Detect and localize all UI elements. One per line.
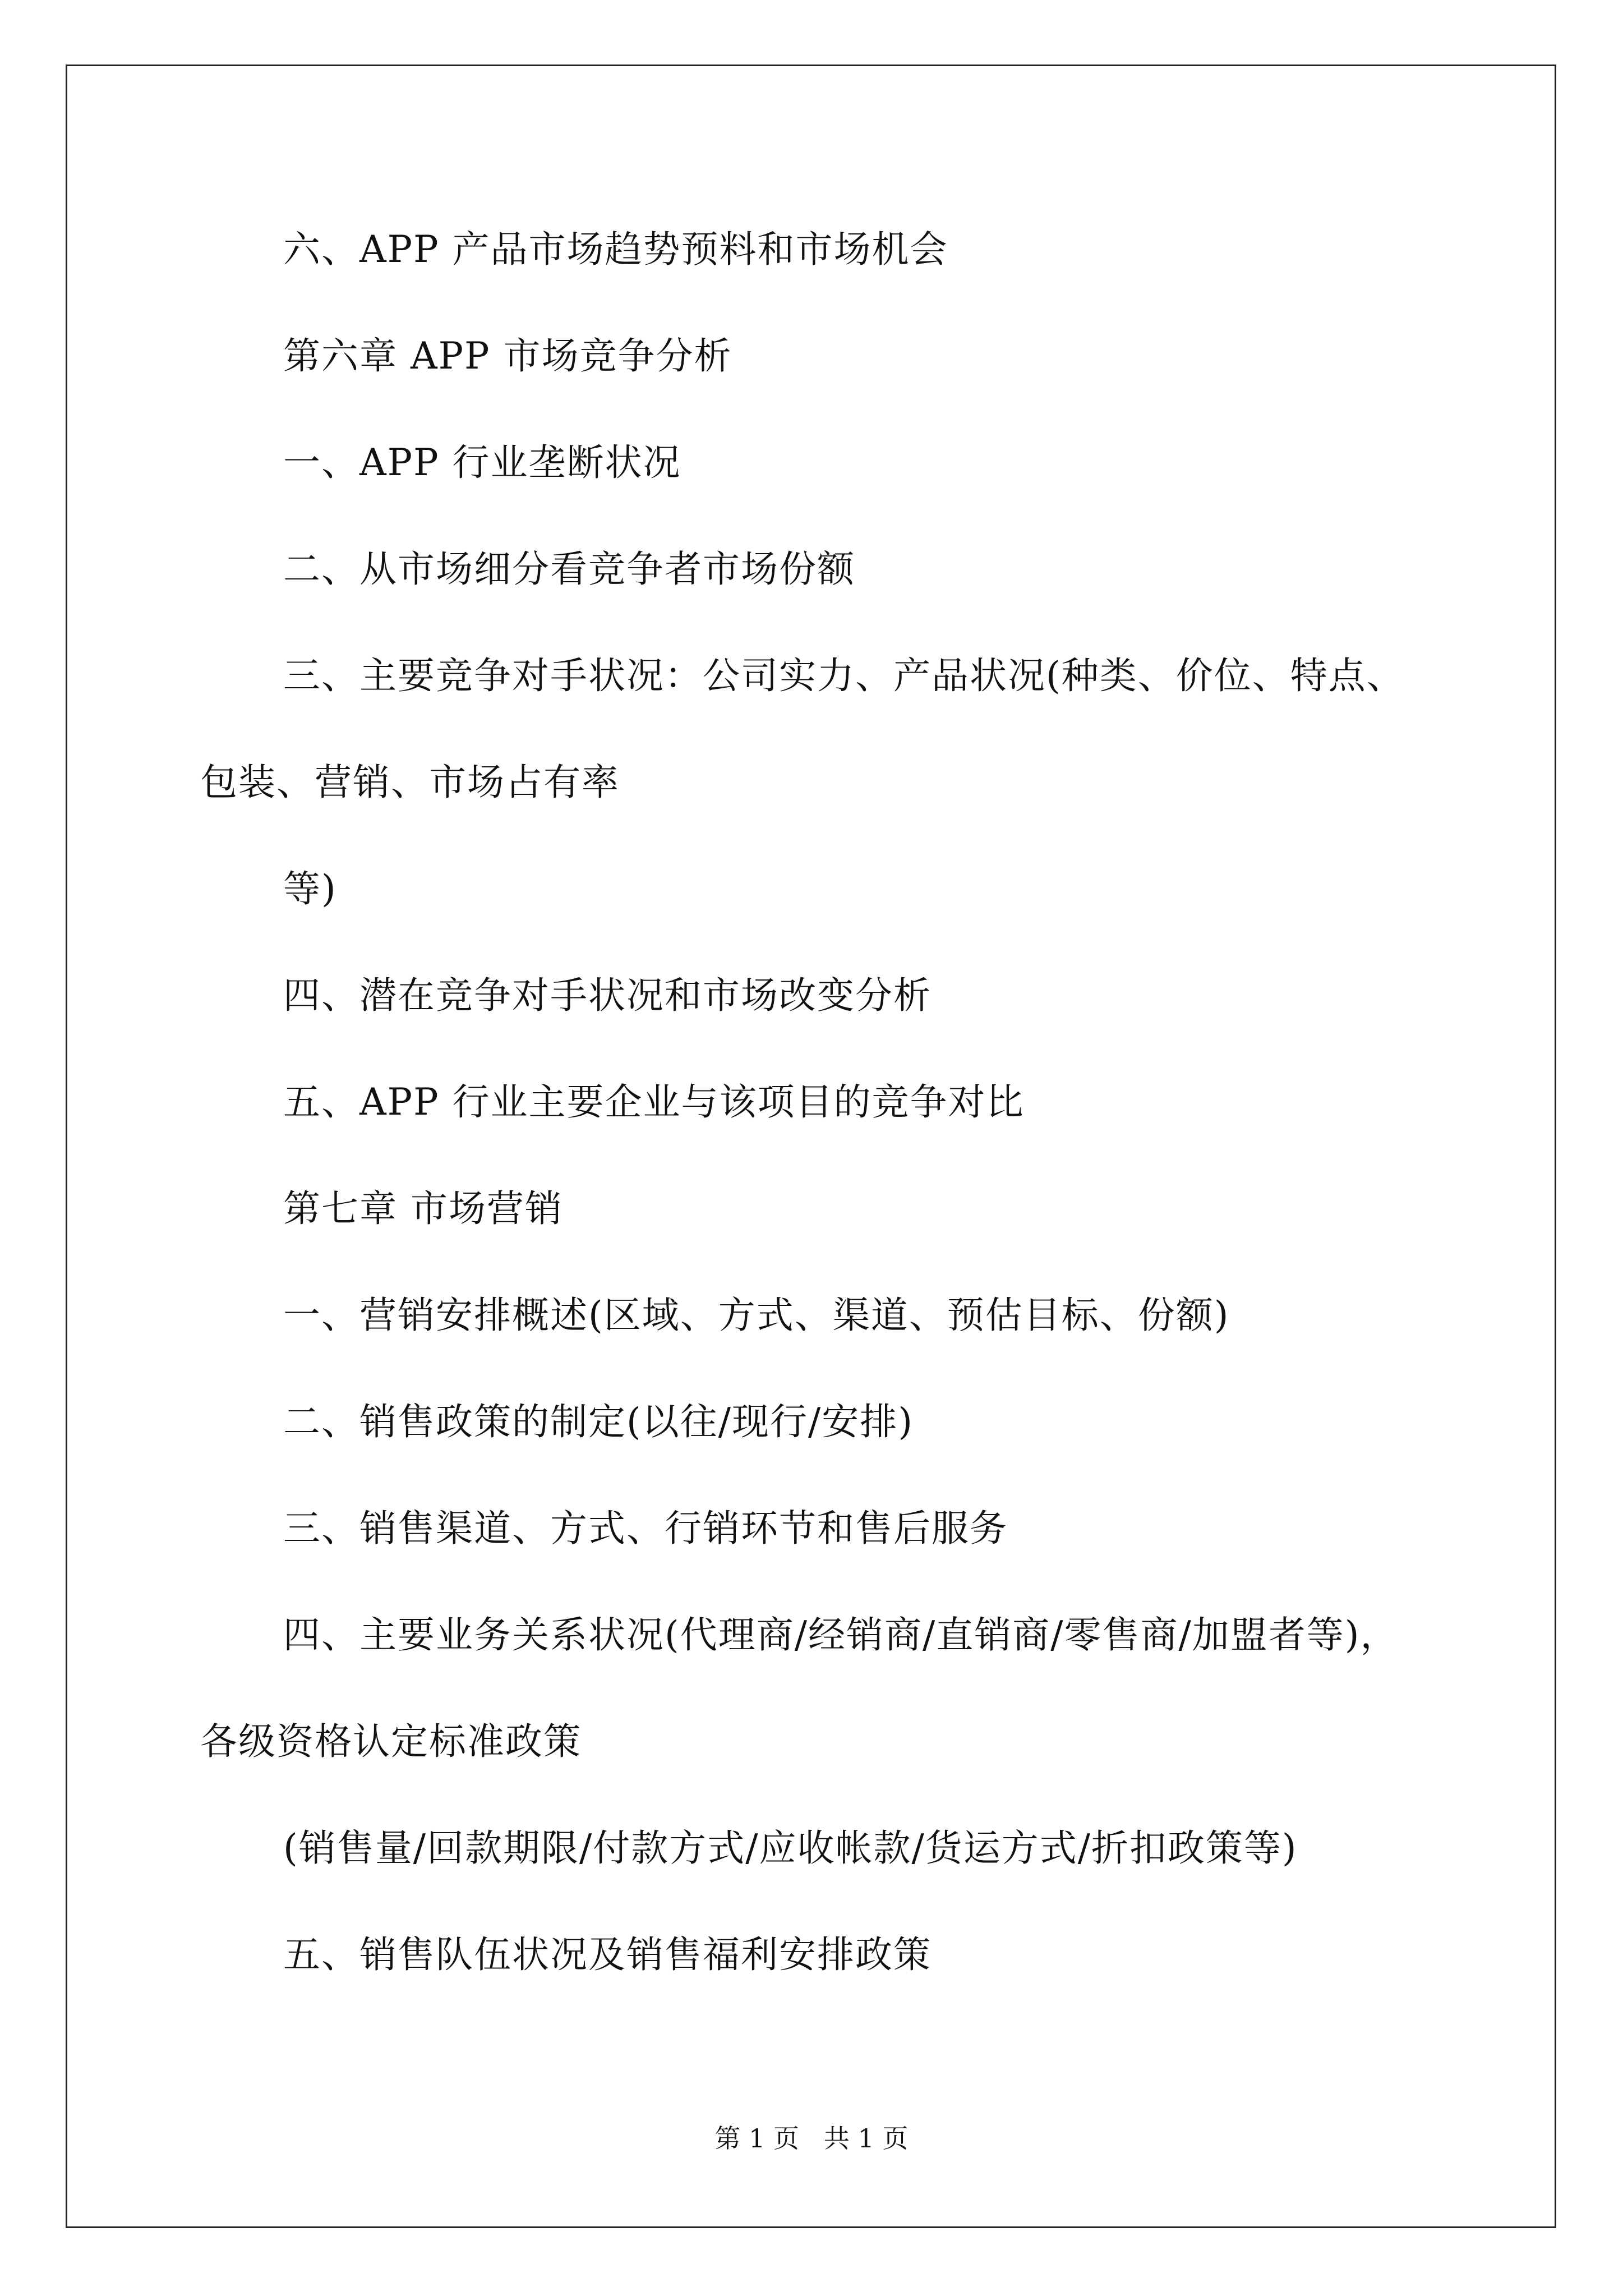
text-line-13: 三、销售渠道、方式、行销环节和售后服务 bbox=[283, 1507, 1008, 1550]
text-line-4: 二、从市场细分看竞争者市场份额 bbox=[283, 547, 855, 591]
text-line-1: 六、APP 产品市场趋势预料和市场机会 bbox=[283, 228, 948, 271]
text-line-5: 三、主要竞争对手状况：公司实力、产品状况(种类、价位、特点、 bbox=[283, 654, 1405, 697]
text-line-14: 四、主要业务关系状况(代理商/经销商/直销商/零售商/加盟者等)， bbox=[283, 1613, 1399, 1657]
text-line-15: 各级资格认定标准政策 bbox=[200, 1720, 582, 1763]
page-footer: 第 1 页 共 1 页 bbox=[714, 2123, 909, 2154]
chapter-heading-7: 第七章 市场营销 bbox=[283, 1187, 563, 1230]
text-line-6: 包装、营销、市场占有率 bbox=[200, 761, 620, 804]
page-border bbox=[66, 65, 1556, 2228]
text-line-12: 二、销售政策的制定(以往/现行/安排) bbox=[283, 1400, 914, 1443]
text-line-16: (销售量/回款期限/付款方式/应收帐款/货运方式/折扣政策等) bbox=[283, 1826, 1298, 1870]
chapter-heading-6: 第六章 APP 市场竞争分析 bbox=[283, 334, 732, 378]
text-line-7: 等) bbox=[283, 867, 337, 910]
text-line-8: 四、潜在竞争对手状况和市场改变分析 bbox=[283, 974, 932, 1017]
text-line-17: 五、销售队伍状况及销售福利安排政策 bbox=[283, 1933, 932, 1976]
text-line-11: 一、营销安排概述(区域、方式、渠道、预估目标、份额) bbox=[283, 1294, 1230, 1337]
text-line-9: 五、APP 行业主要企业与该项目的竞争对比 bbox=[283, 1080, 1025, 1124]
text-line-3: 一、APP 行业垄断状况 bbox=[283, 441, 681, 484]
